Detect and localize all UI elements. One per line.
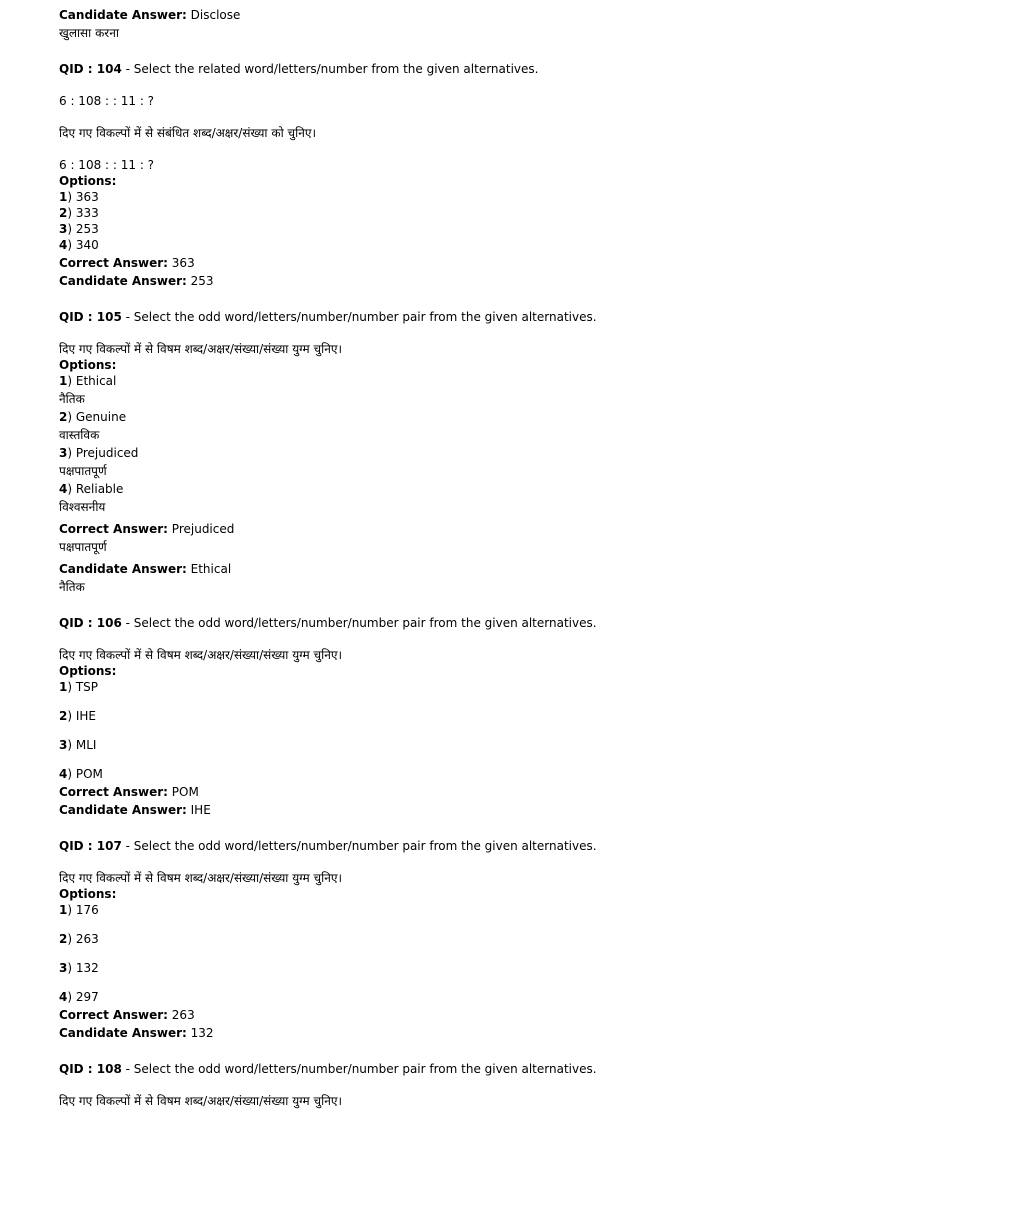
correct-answer-label: Correct Answer: [59, 256, 168, 270]
option-item [59, 766, 959, 782]
option-text: ) IHE [67, 709, 96, 723]
option-item [59, 409, 959, 425]
candidate-answer-label: Candidate Answer: [59, 562, 187, 576]
option-text: ) Reliable [67, 482, 124, 496]
option-number: 4 [59, 482, 68, 496]
option-text: ) 132 [67, 961, 99, 975]
option-item [59, 445, 959, 461]
options-label: Options: [59, 358, 117, 372]
option-item [59, 221, 959, 237]
question-105 [59, 309, 959, 595]
option-item [59, 679, 959, 695]
option-text: ) 363 [67, 190, 99, 204]
question-header [59, 61, 959, 77]
correct-answer-label: Correct Answer: [59, 1008, 168, 1022]
option-item [59, 481, 959, 497]
option-number: 1 [59, 190, 68, 204]
question-prompt-hindi: दिए गए विकल्पों में से विषम शब्द/अक्षर/संख्या/संख्या युग्म चुनिए। [59, 1094, 343, 1108]
candidate-answer-hindi: खुलासा करना [59, 26, 119, 40]
option-number: 2 [59, 709, 68, 723]
option-number: 2 [59, 206, 68, 220]
question-prompt-hindi: दिए गए विकल्पों में से संबंधित शब्द/अक्षर/संख्या को चुनिए। [59, 126, 317, 140]
candidate-answer-value: Disclose [190, 8, 241, 22]
options-label: Options: [59, 664, 117, 678]
qid-label: QID : 107 [59, 839, 122, 853]
question-prompt-hindi: दिए गए विकल्पों में से विषम शब्द/अक्षर/संख्या/संख्या युग्म चुनिए। [59, 342, 343, 356]
option-number: 1 [59, 903, 68, 917]
correct-answer [59, 1007, 959, 1023]
option-number: 3 [59, 222, 68, 236]
option-item [59, 237, 959, 253]
question-header [59, 309, 959, 325]
candidate-answer [59, 561, 959, 577]
candidate-answer-label: Candidate Answer: [59, 8, 187, 22]
option-item [59, 931, 959, 947]
option-text: ) 263 [67, 932, 99, 946]
option-number: 3 [59, 961, 68, 975]
question-107 [59, 838, 959, 1041]
option-item [59, 902, 959, 918]
option-text: ) Prejudiced [67, 446, 139, 460]
option-number: 2 [59, 932, 68, 946]
option-text: ) 340 [67, 238, 99, 252]
candidate-answer-label: Candidate Answer: [59, 1026, 187, 1040]
correct-answer-value: Prejudiced [171, 522, 235, 536]
candidate-answer-value: 132 [190, 1026, 214, 1040]
qid-label: QID : 106 [59, 616, 122, 630]
qid-label: QID : 104 [59, 62, 122, 76]
correct-answer [59, 521, 959, 537]
option-item [59, 189, 959, 205]
prev-candidate-answer [59, 7, 959, 23]
option-text: ) POM [67, 767, 103, 781]
qid-label: QID : 108 [59, 1062, 122, 1076]
question-header [59, 615, 959, 631]
options-label: Options: [59, 174, 117, 188]
option-number: 4 [59, 238, 68, 252]
question-header [59, 1061, 959, 1077]
options-label: Options: [59, 887, 117, 901]
correct-answer [59, 784, 959, 800]
candidate-answer [59, 1025, 959, 1041]
correct-answer-label: Correct Answer: [59, 785, 168, 799]
option-item [59, 373, 959, 389]
candidate-answer-hindi: नैतिक [59, 580, 85, 594]
option-item [59, 205, 959, 221]
option-text: ) TSP [67, 680, 99, 694]
question-106 [59, 615, 959, 818]
option-text: ) Ethical [67, 374, 117, 388]
candidate-answer-value: Ethical [190, 562, 232, 576]
option-item [59, 737, 959, 753]
option-text: ) 333 [67, 206, 99, 220]
option-hindi: नैतिक [59, 392, 85, 406]
option-hindi: वास्तविक [59, 428, 100, 442]
question-prompt-hindi: दिए गए विकल्पों में से विषम शब्द/अक्षर/संख्या/संख्या युग्म चुनिए। [59, 871, 343, 885]
option-item [59, 960, 959, 976]
option-text: ) MLI [67, 738, 97, 752]
candidate-answer-label: Candidate Answer: [59, 803, 187, 817]
correct-answer [59, 255, 959, 271]
qid-label: QID : 105 [59, 310, 122, 324]
question-108 [59, 1061, 959, 1109]
option-number: 3 [59, 446, 68, 460]
option-number: 2 [59, 410, 68, 424]
option-item [59, 989, 959, 1005]
question-prompt: - Select the related word/letters/number from the given alternatives. [121, 62, 539, 76]
question-prompt: - Select the odd word/letters/number/number pair from the given alternatives. [121, 616, 597, 630]
candidate-answer-label: Candidate Answer: [59, 274, 187, 288]
correct-answer-label: Correct Answer: [59, 522, 168, 536]
option-number: 4 [59, 990, 68, 1004]
question-expression-hindi: 6 : 108 : : 11 : ? [59, 158, 155, 172]
correct-answer-value: 263 [171, 1008, 195, 1022]
correct-answer-hindi: पक्षपातपूर्ण [59, 540, 107, 554]
option-text: ) 176 [67, 903, 99, 917]
answer-sheet-page [59, 7, 959, 1109]
question-header [59, 838, 959, 854]
option-number: 1 [59, 680, 68, 694]
option-number: 4 [59, 767, 68, 781]
correct-answer-value: 363 [171, 256, 195, 270]
option-item [59, 708, 959, 724]
question-prompt-hindi: दिए गए विकल्पों में से विषम शब्द/अक्षर/संख्या/संख्या युग्म चुनिए। [59, 648, 343, 662]
candidate-answer-value: IHE [190, 803, 211, 817]
question-prompt: - Select the odd word/letters/number/number pair from the given alternatives. [121, 839, 597, 853]
question-expression: 6 : 108 : : 11 : ? [59, 94, 155, 108]
candidate-answer-value: 253 [190, 274, 214, 288]
option-number: 3 [59, 738, 68, 752]
option-text: ) Genuine [67, 410, 127, 424]
question-104 [59, 61, 959, 289]
candidate-answer [59, 802, 959, 818]
correct-answer-value: POM [171, 785, 199, 799]
option-text: ) 297 [67, 990, 99, 1004]
question-prompt: - Select the odd word/letters/number/number pair from the given alternatives. [121, 1062, 597, 1076]
option-number: 1 [59, 374, 68, 388]
option-text: ) 253 [67, 222, 99, 236]
question-prompt: - Select the odd word/letters/number/number pair from the given alternatives. [121, 310, 597, 324]
option-hindi: पक्षपातपूर्ण [59, 464, 107, 478]
candidate-answer [59, 273, 959, 289]
option-hindi: विश्वसनीय [59, 500, 106, 514]
